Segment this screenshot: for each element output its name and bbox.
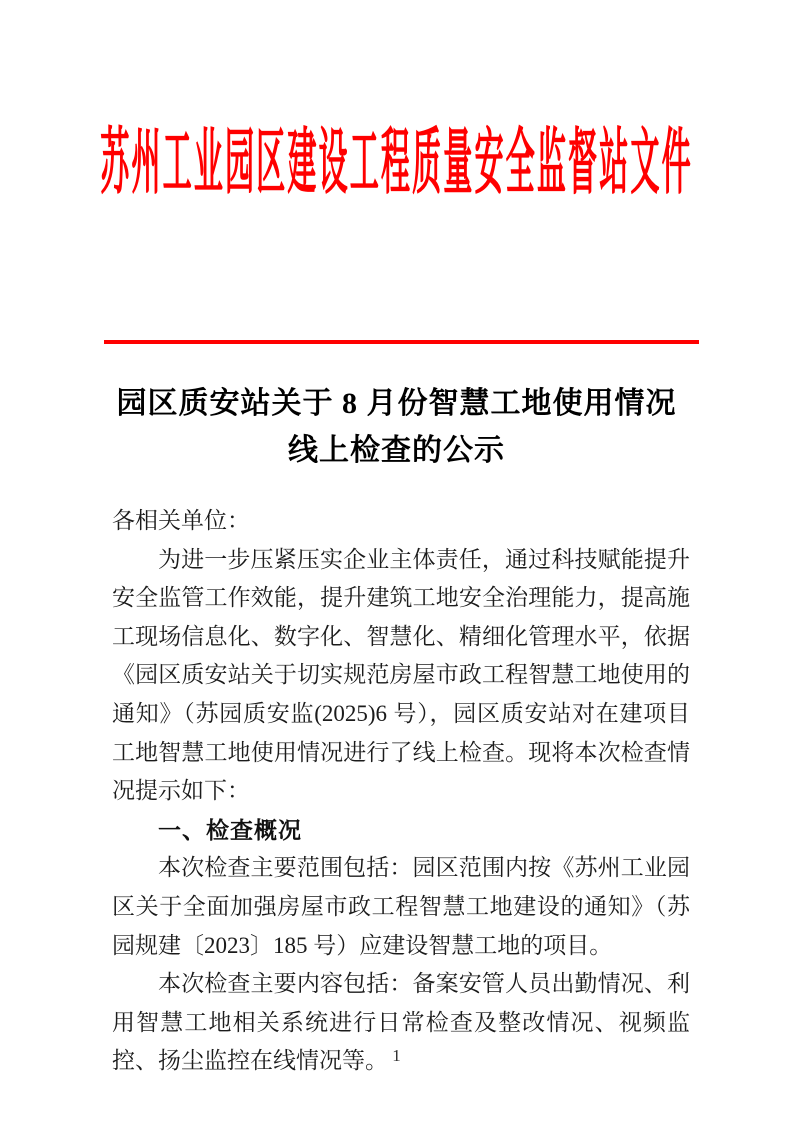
document-title [0,380,793,474]
red-divider-rule [104,340,699,344]
paragraph-content: 本次检查主要内容包括：备案安管人员出勤情况、利用智慧工地相关系统进行日常检查及整改情况、视频监控、扬尘监控在线情况等。 [112,971,690,1074]
salutation: 各相关单位： [112,508,250,533]
document-body [112,502,690,1081]
section-heading-1: 一、检查概况 [158,816,302,843]
paragraph-intro: 为进一步压紧压实企业主体责任，通过科技赋能提升安全监管工作效能，提升建筑工地安全治理能力，提高施工现场信息化、数字化、智慧化、精细化管理水平，依据《园区质安站关于切实规范房屋市政工程智慧工地使用的通知》（苏园质安监(2025)6 号），园区质安站对在建项目工地智慧工地使用情况进行了线上检查。现将本次检查情况提示如下： [112,546,690,804]
paragraph-scope: 本次检查主要范围包括：园区范围内按《苏州工业园区关于全面加强房屋市政工程智慧工地建设的通知》（苏园规建〔2023〕185 号）应建设智慧工地的项目。 [112,855,690,958]
letterhead-org-title: 苏州工业园区建设工程质量安全监督站文件 [100,123,693,203]
letterhead [0,123,793,203]
document-title-line1: 园区质安站关于 8 月份智慧工地使用情况 [116,387,677,420]
page-number: 1 [392,1046,401,1065]
document-title-line2: 线上检查的公示 [288,434,505,467]
